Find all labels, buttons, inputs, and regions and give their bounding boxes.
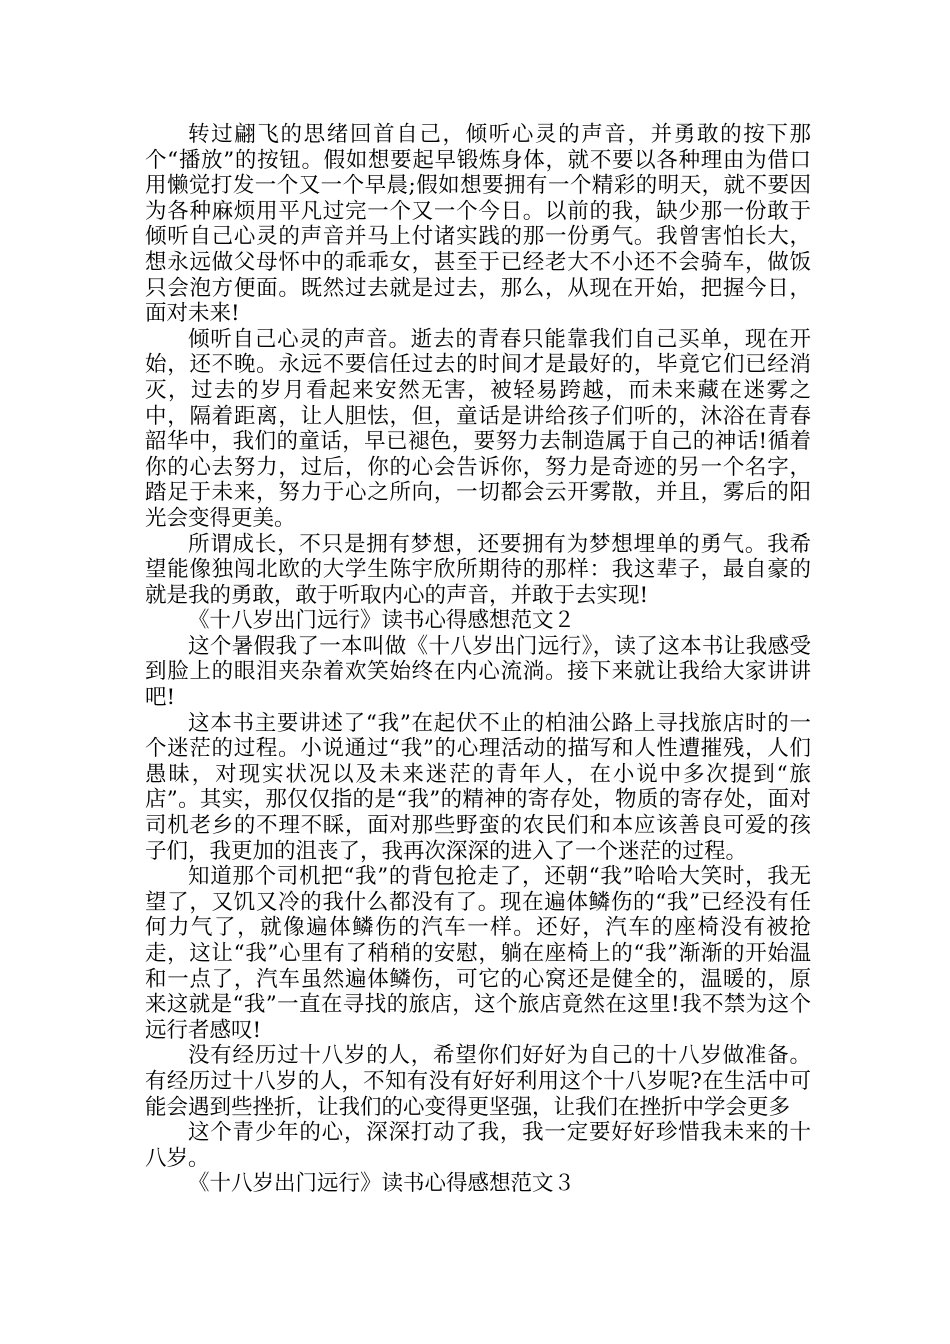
section-heading-3: 《十八岁出门远行》读书心得感想范文３	[188, 1171, 576, 1197]
paragraph-3: 所谓成长，不只是拥有梦想，还要拥有为梦想埋单的勇气。我希望能像独闯北欧的大学生陈宇欣所期待的那样：我这辈子，最自豪的就是我的勇敢，敢于听取内心的声音，并敢于去实现!	[145, 531, 811, 608]
paragraph-5: 这本书主要讲述了“我”在起伏不止的柏油公路上寻找旅店时的一个迷茫的过程。小说通过“我”的心理活动的描写和人性遭摧残，人们愚昧，对现实状况以及未来迷茫的青年人，在小说中多次提到“旅店”。其实，那仅仅指的是“我”的精神的寄存处，物质的寄存处，面对司机老乡的不理不睬，面对那些野蛮的农民们和本应该善良可爱的孩子们，我更加的沮丧了，我再次深深的进入了一个迷茫的过程。	[145, 710, 811, 864]
paragraph-8: 这个青少年的心，深深打动了我，我一定要好好珍惜我未来的十八岁。	[145, 1120, 811, 1171]
paragraph-7: 没有经历过十八岁的人，希望你们好好为自己的十八岁做准备。有经历过十八岁的人，不知有没有好好利用这个十八岁呢?在生活中可能会遇到些挫折，让我们的心变得更坚强，让我们在挫折中学会更多	[145, 1043, 811, 1120]
paragraph-6: 知道那个司机把“我”的背包抢走了，还朝“我”哈哈大笑时，我无望了，又饥又冷的我什么都没有了。现在遍体鳞伤的“我”已经没有任何力气了，就像遍体鳞伤的汽车一样。还好，汽车的座椅没有被抢走，这让“我”心里有了稍稍的安慰，躺在座椅上的“我”渐渐的开始温和一点了，汽车虽然遍体鳞伤，可它的心窝还是健全的，温暖的，原来这就是“我”一直在寻找的旅店，这个旅店竟然在这里!我不禁为这个远行者感叹!	[145, 864, 811, 1043]
paragraph-1: 转过翩飞的思绪回首自己，倾听心灵的声音，并勇敢的按下那个“播放”的按钮。假如想要起早锻炼身体，就不要以各种理由为借口用懒觉打发一个又一个早晨;假如想要拥有一个精彩的明天，就不要因为各种麻烦用平凡过完一个又一个今日。以前的我，缺少那一份敢于倾听自己心灵的声音并马上付诸实践的那一份勇气。我曾害怕长大，想永远做父母怀中的乖乖女，甚至于已经老大不小还不会骑车，做饭只会泡方便面。既然过去就是过去，那么，从现在开始，把握今日，面对未来!	[145, 122, 811, 327]
paragraph-2: 倾听自己心灵的声音。逝去的青春只能靠我们自己买单，现在开始，还不晚。永远不要信任过去的时间才是最好的，毕竟它们已经消灭，过去的岁月看起来安然无害，被轻易跨越，而未来藏在迷雾之中，隔着距离，让人胆怯，但，童话是讲给孩子们听的，沐浴在青春韶华中，我们的童话，早已褪色，要努力去制造属于自己的神话!循着你的心去努力，过后，你的心会告诉你，努力是奇迹的另一个名字，踏足于未来，努力于心之所向，一切都会云开雾散，并且，雾后的阳光会变得更美。	[145, 326, 811, 531]
paragraph-4: 这个暑假我了一本叫做《十八岁出门远行》，读了这本书让我感受到脸上的眼泪夹杂着欢笑始终在内心流淌。接下来就让我给大家讲讲吧!	[145, 633, 811, 711]
section-heading-2: 《十八岁出门远行》读书心得感想范文２	[188, 608, 576, 634]
document-page	[145, 122, 811, 1197]
